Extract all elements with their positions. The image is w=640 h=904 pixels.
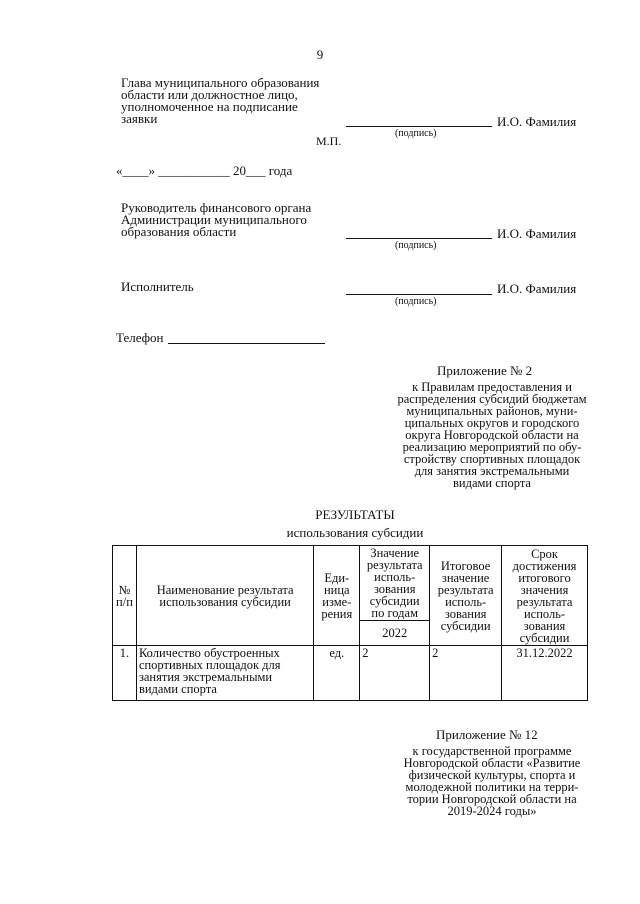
- phone-line: [168, 343, 325, 344]
- appendix-line: к Правилам предоставления и: [412, 380, 572, 394]
- appendix-line: для занятия экстремальными: [414, 464, 570, 478]
- appendix-line: стройству спортивных площадок: [403, 452, 581, 466]
- appendix-line: ципальных округов и городского: [404, 416, 580, 430]
- signatory-name: И.О. Фамилия: [497, 281, 577, 296]
- header-name: Наименование результата использования субсидии: [136, 546, 313, 646]
- appendix-line: реализацию мероприятий по обу-: [402, 440, 582, 454]
- signature-caption: (подпись): [395, 128, 437, 139]
- title-line: уполномоченное на подписание: [121, 99, 298, 114]
- page-number: 9: [316, 47, 324, 62]
- title-line: Исполнитель: [121, 279, 194, 294]
- signature-line: [346, 126, 492, 127]
- header-deadline: Срок достижения итогового значения результата исполь- зования субсидии: [502, 546, 588, 646]
- title-line: Глава муниципального образования: [121, 75, 320, 90]
- cell-value: 2: [360, 646, 430, 701]
- signatory-title-executor: [121, 281, 194, 293]
- signatory-title-finance: [121, 202, 311, 238]
- appendix-line: молодежной политики на терри-: [405, 780, 579, 794]
- cell-name: Количество обустроенных спортивных площадок для занятия экстремальными видами спорта: [136, 646, 313, 701]
- appendix-line: распределения субсидий бюджетам: [397, 392, 587, 406]
- title-line: образования области: [121, 224, 237, 239]
- signatory-name: И.О. Фамилия: [497, 114, 577, 129]
- cell-num: 1.: [113, 646, 137, 701]
- stamp-label: М.П.: [316, 134, 342, 148]
- title-line: заявки: [121, 111, 158, 126]
- signature-line: [346, 294, 492, 295]
- title-line: Администрации муниципального: [121, 212, 307, 227]
- phone-label: Телефон: [116, 330, 164, 345]
- header-year: 2022: [360, 621, 430, 646]
- appendix-line: тории Новгородской области на: [407, 792, 577, 806]
- signature-caption: (подпись): [395, 240, 437, 251]
- appendix-line: видами спорта: [453, 476, 531, 490]
- appendix-line: округа Новгородской области на: [405, 428, 579, 442]
- results-title: РЕЗУЛЬТАТЫ: [315, 507, 395, 522]
- appendix-line: муниципальных районов, муни-: [406, 404, 578, 418]
- header-total: Итоговое значение результата исполь- зования субсидии: [430, 546, 502, 646]
- appendix12-heading: Приложение № 12: [436, 727, 538, 742]
- appendix12-text: [380, 745, 604, 817]
- signatory-name: И.О. Фамилия: [497, 226, 577, 241]
- cell-deadline: 31.12.2022: [502, 646, 588, 701]
- title-line: Руководитель финансового органа: [121, 200, 312, 215]
- results-table: [112, 545, 588, 701]
- header-value-by-year: Значение результата исполь- зования субсидии по годам: [360, 546, 430, 621]
- header-unit: Еди- ница изме- рения: [314, 546, 360, 646]
- cell-unit: ед.: [314, 646, 360, 701]
- appendix2-text: [382, 381, 602, 489]
- appendix-line: 2019-2024 годы»: [447, 804, 537, 818]
- cell-total: 2: [430, 646, 502, 701]
- date-line: «____» ___________ 20___ года: [116, 163, 293, 178]
- appendix2-heading: Приложение № 2: [437, 363, 533, 378]
- appendix-line: физической культуры, спорта и: [408, 768, 576, 782]
- table-row: [113, 646, 588, 701]
- table-header-row: [113, 546, 588, 621]
- header-num: № п/п: [113, 546, 137, 646]
- appendix-line: к государственной программе: [412, 744, 572, 758]
- signature-line: [346, 238, 492, 239]
- results-subtitle: использования субсидии: [286, 525, 424, 540]
- appendix-line: Новгородской области «Развитие: [403, 756, 581, 770]
- signature-caption: (подпись): [395, 296, 437, 307]
- signatory-title-head: [121, 77, 319, 125]
- title-line: области или должностное лицо,: [121, 87, 298, 102]
